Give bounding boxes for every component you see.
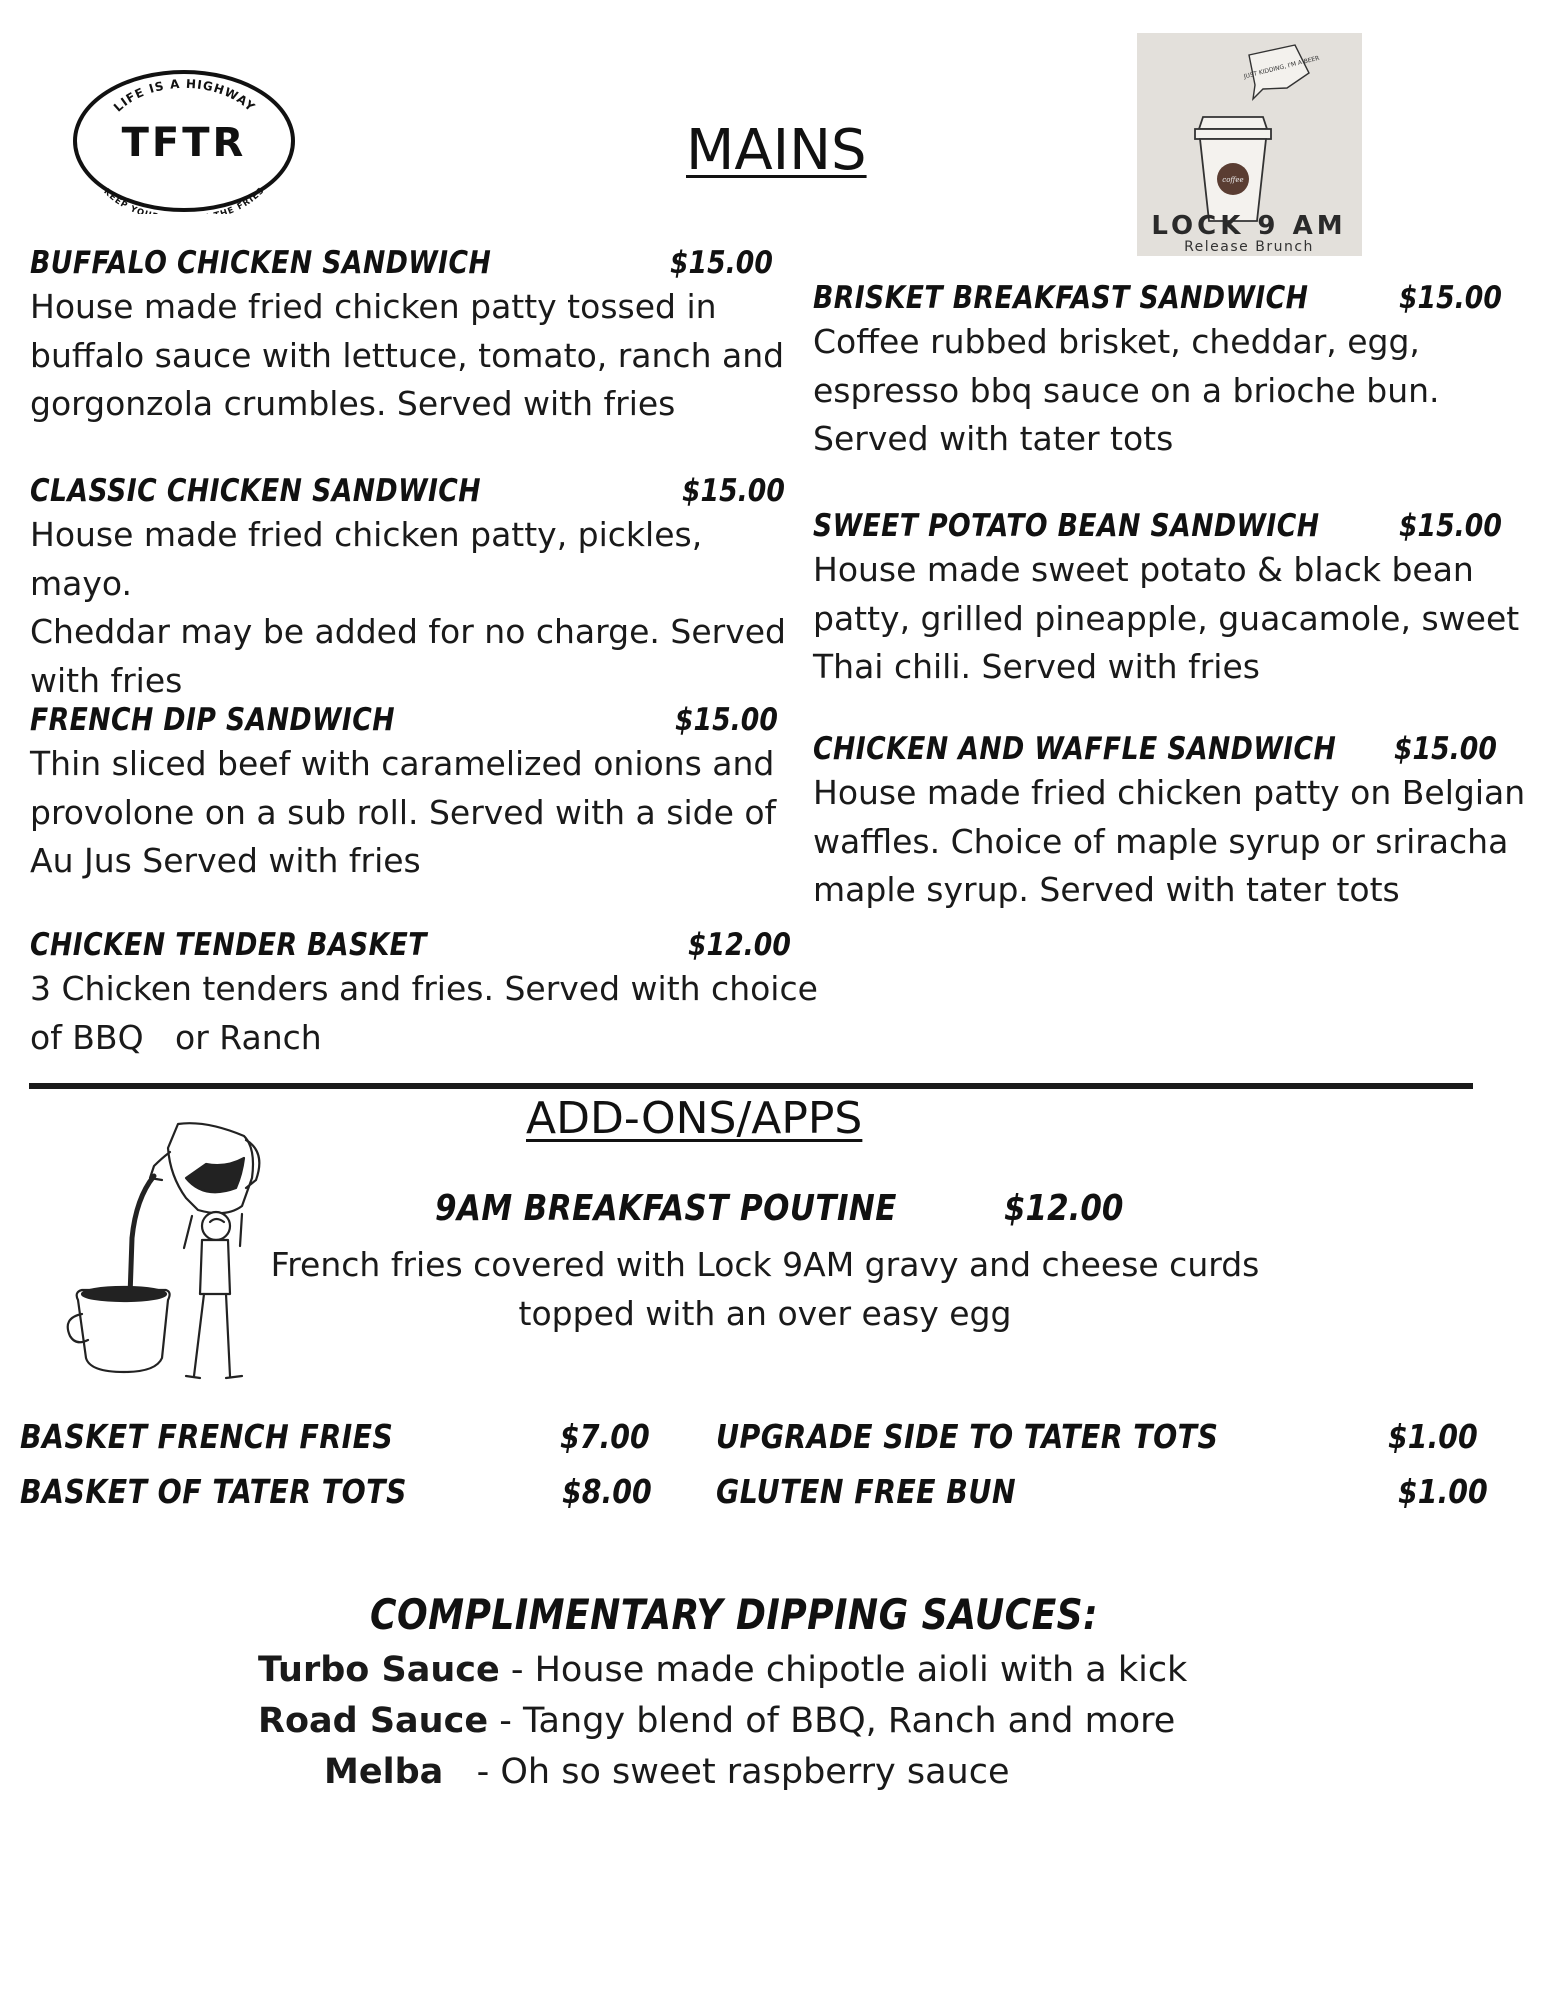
tftr-arc-top: LIFE IS A HIGHWAY <box>110 76 259 115</box>
lock9-logo-name: LOCK 9 AM <box>1151 211 1347 241</box>
lock9-bubble-text: JUST KIDDING, I'M A BEER <box>1243 54 1321 81</box>
lock9-cup-label: coffee <box>1222 176 1244 184</box>
item-description: 3 Chicken tenders and fries. Served with choice of BBQ or Ranch <box>30 969 818 1057</box>
sauce-description: - House made chipotle aioli with a kick <box>499 1650 1188 1690</box>
sauce-item <box>258 1701 1175 1741</box>
side-item-name: BASKET OF TATER TOTS <box>20 1472 407 1511</box>
sauce-name: Melba <box>324 1752 444 1792</box>
sauces-title: COMPLIMENTARY DIPPING SAUCES: <box>370 1590 1099 1639</box>
addons-title: ADD-ONS/APPS <box>526 1093 863 1144</box>
tftr-logo <box>72 68 297 214</box>
item-description: House made fried chicken patty tossed in buffalo sauce with lettuce, tomato, ranch and gorgonzola crumbles. Served with fries <box>30 287 785 423</box>
item-name: CHICKEN TENDER BASKET <box>30 927 427 963</box>
side-item-name: GLUTEN FREE BUN <box>716 1472 1017 1511</box>
sauce-name: Turbo Sauce <box>258 1650 500 1690</box>
menu-item <box>30 927 820 1062</box>
feature-item-price: $12.00 <box>1004 1188 1124 1229</box>
item-price: $15.00 <box>675 702 778 738</box>
item-price: $15.00 <box>682 473 785 509</box>
item-name: CLASSIC CHICKEN SANDWICH <box>30 473 482 509</box>
lock9-logo <box>1137 33 1362 256</box>
sauce-item <box>324 1752 1009 1792</box>
coffee-cup-icon <box>1195 117 1271 221</box>
feature-item-name: 9AM BREAKFAST POUTINE <box>435 1188 897 1229</box>
lock9-logo-sub: Release Brunch <box>1184 239 1314 255</box>
side-item-price: $8.00 <box>562 1472 652 1511</box>
svg-text:LIFE IS A HIGHWAY <box>111 77 258 115</box>
sauce-description: - Oh so sweet raspberry sauce <box>443 1752 1010 1792</box>
tftr-arc-bottom: KEEP YO HE FRIES <box>101 185 267 214</box>
mains-title: MAINS <box>686 118 867 183</box>
pouring-coffee-illustration <box>66 1118 266 1383</box>
side-item-price: $7.00 <box>560 1417 650 1456</box>
menu-item <box>30 245 790 429</box>
section-divider <box>29 1083 1473 1089</box>
item-name: CHICKEN AND WAFFLE SANDWICH <box>813 731 1337 767</box>
side-item-price: $1.00 <box>1388 1417 1478 1456</box>
item-price: $15.00 <box>1399 280 1502 316</box>
sauce-item <box>258 1650 1187 1690</box>
item-name: SWEET POTATO BEAN SANDWICH <box>813 508 1320 544</box>
item-description: House made fried chicken patty, pickles, mayo. Cheddar may be added for no charge. Served with fries <box>30 515 786 700</box>
item-description: House made sweet potato & black bean patty, grilled pineapple, guacamole, sweet Thai chili. Served with fries <box>813 550 1520 686</box>
feature-item-description: French fries covered with Lock 9AM gravy and cheese curds topped with an over easy egg <box>270 1245 1260 1333</box>
item-price: $15.00 <box>1399 508 1502 544</box>
sauce-name: Road Sauce <box>258 1701 489 1741</box>
menu-item <box>813 508 1533 692</box>
menu-item <box>813 731 1533 915</box>
item-name: FRENCH DIP SANDWICH <box>30 702 395 738</box>
item-name: BRISKET BREAKFAST SANDWICH <box>813 280 1309 316</box>
menu-item <box>30 473 810 705</box>
sauce-description: - Tangy blend of BBQ, Ranch and more <box>488 1701 1176 1741</box>
side-item-name: BASKET FRENCH FRIES <box>20 1417 394 1456</box>
item-price: $12.00 <box>688 927 791 963</box>
side-item-name: UPGRADE SIDE TO TATER TOTS <box>716 1417 1219 1456</box>
side-item-price: $1.00 <box>1398 1472 1488 1511</box>
menu-item <box>30 702 810 886</box>
item-name: BUFFALO CHICKEN SANDWICH <box>30 245 492 281</box>
tftr-logo-text: TFTR <box>121 120 247 166</box>
item-description: House made fried chicken patty on Belgian waffles. Choice of maple syrup or sriracha maple syrup. Served with tater tots <box>813 773 1526 909</box>
menu-item <box>813 280 1533 464</box>
item-description: Thin sliced beef with caramelized onions and provolone on a sub roll. Served with a side of Au Jus Served with fries <box>30 744 777 880</box>
item-price: $15.00 <box>670 245 773 281</box>
item-price: $15.00 <box>1394 731 1497 767</box>
item-description: Coffee rubbed brisket, cheddar, egg, espresso bbq sauce on a brioche bun. Served with tater tots <box>813 322 1440 458</box>
